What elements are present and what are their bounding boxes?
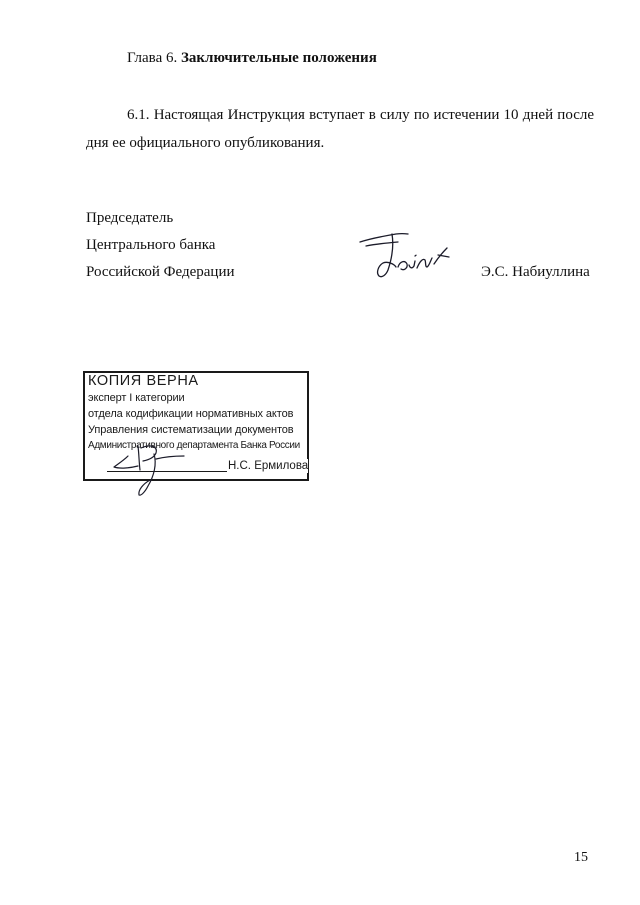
chairman-handwritten-signature — [352, 224, 462, 290]
signatory-position-line-3: Российской Федерации — [86, 264, 235, 280]
signatory-name: Э.С. Набиуллина — [481, 264, 590, 280]
signatory-position-line-1: Председатель — [86, 210, 174, 226]
signatory-position-line-2: Центрального банка — [86, 237, 216, 253]
signatory-position — [86, 205, 235, 286]
chapter-prefix: Глава 6. — [127, 50, 178, 66]
stamp-directorate: Управления систематизации документов — [88, 424, 294, 436]
stamp-signer-name: Н.С. Ермилова — [228, 460, 309, 472]
stamp-title: КОПИЯ ВЕРНА — [88, 373, 199, 389]
stamp-handwritten-signature — [110, 440, 210, 500]
chapter-heading — [127, 48, 377, 68]
stamp-position: эксперт I категории — [88, 392, 185, 404]
chapter-title: Заключительные положения — [180, 50, 377, 66]
stamp-organization: Административного департамента Банка России — [88, 440, 300, 451]
page-number: 15 — [574, 850, 588, 865]
paragraph-6-1: 6.1. Настоящая Инструкция вступает в силу по истечении 10 дней после дня ее официального опубликования. — [86, 107, 594, 151]
stamp-department: отдела кодификации нормативных актов — [88, 408, 294, 420]
